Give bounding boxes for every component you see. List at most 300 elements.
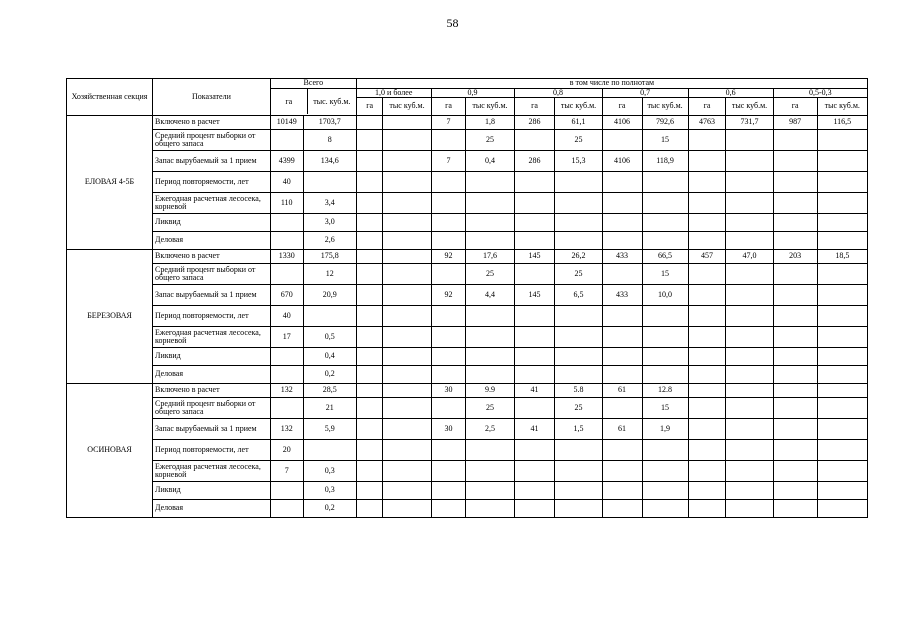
value-cell xyxy=(817,193,867,214)
value-cell xyxy=(466,232,514,250)
value-cell xyxy=(356,264,383,285)
value-cell xyxy=(688,264,726,285)
table-row xyxy=(67,384,868,398)
value-cell: 0,2 xyxy=(303,366,356,384)
value-cell xyxy=(773,461,817,482)
value-cell xyxy=(688,419,726,440)
value-cell: 26,2 xyxy=(555,250,602,264)
value-cell xyxy=(602,440,642,461)
value-cell xyxy=(773,348,817,366)
value-cell xyxy=(726,419,773,440)
indicator-label: Средний процент выборки от общего запаса xyxy=(153,130,271,151)
value-cell xyxy=(642,461,688,482)
value-cell xyxy=(431,327,466,348)
value-cell: 0,4 xyxy=(466,151,514,172)
value-cell: 61,1 xyxy=(555,116,602,130)
value-cell xyxy=(383,306,431,327)
value-cell xyxy=(383,193,431,214)
indicator-label: Деловая xyxy=(153,500,271,518)
value-cell xyxy=(270,348,303,366)
value-cell: 25 xyxy=(466,264,514,285)
value-cell xyxy=(688,306,726,327)
value-cell: 2,5 xyxy=(466,419,514,440)
value-cell xyxy=(270,398,303,419)
value-cell xyxy=(688,384,726,398)
indicator-label: Ежегодная расчетная лесосека, корневой xyxy=(153,193,271,214)
value-cell xyxy=(431,232,466,250)
section-name: БЕРЕЗОВАЯ xyxy=(67,250,153,384)
value-cell xyxy=(688,398,726,419)
value-cell: 8 xyxy=(303,130,356,151)
value-cell xyxy=(688,482,726,500)
value-cell: 20 xyxy=(270,440,303,461)
value-cell: 6,5 xyxy=(555,285,602,306)
value-cell xyxy=(514,461,555,482)
value-cell xyxy=(514,440,555,461)
value-cell: 0,4 xyxy=(303,348,356,366)
value-cell xyxy=(514,264,555,285)
value-cell: 7 xyxy=(270,461,303,482)
unit-m3-header: тыс куб.м. xyxy=(466,98,514,116)
value-cell: 25 xyxy=(555,130,602,151)
value-cell xyxy=(602,232,642,250)
value-cell: 5,9 xyxy=(303,419,356,440)
indicator-label: Ликвид xyxy=(153,348,271,366)
value-cell xyxy=(773,264,817,285)
value-cell xyxy=(773,419,817,440)
value-cell xyxy=(773,285,817,306)
value-cell xyxy=(431,172,466,193)
table-row xyxy=(67,214,868,232)
value-cell xyxy=(356,306,383,327)
value-cell: 20,9 xyxy=(303,285,356,306)
value-cell xyxy=(431,366,466,384)
value-cell xyxy=(555,232,602,250)
indicator-label: Средний процент выборки от общего запаса xyxy=(153,264,271,285)
density-header: 0,7 xyxy=(602,88,688,98)
value-cell xyxy=(726,461,773,482)
value-cell: 1,8 xyxy=(466,116,514,130)
value-cell xyxy=(356,366,383,384)
value-cell xyxy=(602,214,642,232)
value-cell xyxy=(270,482,303,500)
table-row xyxy=(67,461,868,482)
value-cell xyxy=(726,384,773,398)
value-cell xyxy=(688,151,726,172)
value-cell xyxy=(773,172,817,193)
value-cell: 116,5 xyxy=(817,116,867,130)
table-row xyxy=(67,306,868,327)
value-cell: 25 xyxy=(466,398,514,419)
value-cell xyxy=(773,500,817,518)
value-cell xyxy=(383,398,431,419)
value-cell: 457 xyxy=(688,250,726,264)
value-cell xyxy=(356,130,383,151)
value-cell xyxy=(602,366,642,384)
value-cell xyxy=(817,232,867,250)
unit-m3-header: тыс куб.м. xyxy=(383,98,431,116)
value-cell: 1,9 xyxy=(642,419,688,440)
value-cell xyxy=(555,440,602,461)
table-row xyxy=(67,419,868,440)
value-cell xyxy=(356,232,383,250)
value-cell: 61 xyxy=(602,419,642,440)
value-cell xyxy=(726,440,773,461)
indicator-label: Деловая xyxy=(153,232,271,250)
indicator-label: Запас вырубаемый за 1 прием xyxy=(153,285,271,306)
value-cell: 134,6 xyxy=(303,151,356,172)
value-cell xyxy=(270,264,303,285)
value-cell xyxy=(431,214,466,232)
value-cell xyxy=(383,250,431,264)
value-cell xyxy=(773,384,817,398)
value-cell: 28,5 xyxy=(303,384,356,398)
value-cell xyxy=(602,461,642,482)
value-cell xyxy=(383,440,431,461)
unit-m3-header: тыс куб.м. xyxy=(817,98,867,116)
value-cell: 25 xyxy=(466,130,514,151)
value-cell: 433 xyxy=(602,285,642,306)
value-cell xyxy=(466,172,514,193)
value-cell xyxy=(642,172,688,193)
total-m3-header: тыс. куб.м. xyxy=(313,96,351,106)
value-cell: 4,4 xyxy=(466,285,514,306)
section-header: Хозяйственная секция xyxy=(67,79,153,116)
value-cell xyxy=(726,366,773,384)
value-cell xyxy=(688,285,726,306)
value-cell: 17 xyxy=(270,327,303,348)
value-cell xyxy=(688,500,726,518)
value-cell xyxy=(602,193,642,214)
value-cell xyxy=(726,482,773,500)
value-cell xyxy=(514,366,555,384)
unit-ha-header: га xyxy=(602,98,642,116)
value-cell xyxy=(555,327,602,348)
indicator-label: Ликвид xyxy=(153,482,271,500)
table-row xyxy=(67,172,868,193)
value-cell xyxy=(726,398,773,419)
indicator-label: Ликвид xyxy=(153,214,271,232)
value-cell xyxy=(726,327,773,348)
table-row xyxy=(67,264,868,285)
value-cell xyxy=(466,461,514,482)
value-cell: 132 xyxy=(270,384,303,398)
value-cell xyxy=(466,214,514,232)
value-cell xyxy=(555,500,602,518)
indicator-label: Запас вырубаемый за 1 прием xyxy=(153,419,271,440)
value-cell xyxy=(466,500,514,518)
value-cell: 433 xyxy=(602,250,642,264)
value-cell: 66,5 xyxy=(642,250,688,264)
value-cell xyxy=(431,130,466,151)
value-cell xyxy=(303,172,356,193)
value-cell: 21 xyxy=(303,398,356,419)
unit-m3-header: тыс куб.м. xyxy=(726,98,773,116)
value-cell xyxy=(726,348,773,366)
value-cell xyxy=(726,232,773,250)
value-cell xyxy=(642,306,688,327)
value-cell xyxy=(514,327,555,348)
value-cell xyxy=(642,214,688,232)
unit-m3-header: тыс куб.м. xyxy=(642,98,688,116)
value-cell xyxy=(466,193,514,214)
section-name: ОСИНОВАЯ xyxy=(67,384,153,518)
value-cell xyxy=(356,482,383,500)
unit-ha-header: га xyxy=(431,98,466,116)
value-cell xyxy=(726,130,773,151)
value-cell: 1330 xyxy=(270,250,303,264)
value-cell: 0,3 xyxy=(303,461,356,482)
value-cell xyxy=(642,500,688,518)
value-cell xyxy=(688,327,726,348)
value-cell xyxy=(514,348,555,366)
value-cell xyxy=(383,482,431,500)
indicator-label: Деловая xyxy=(153,366,271,384)
value-cell xyxy=(773,398,817,419)
value-cell: 92 xyxy=(431,250,466,264)
value-cell xyxy=(356,419,383,440)
value-cell xyxy=(642,193,688,214)
indicator-label: Период повторяемости, лет xyxy=(153,172,271,193)
value-cell: 0,5 xyxy=(303,327,356,348)
value-cell: 286 xyxy=(514,151,555,172)
value-cell xyxy=(303,440,356,461)
value-cell: 15 xyxy=(642,398,688,419)
value-cell xyxy=(555,461,602,482)
value-cell xyxy=(356,285,383,306)
value-cell: 17,6 xyxy=(466,250,514,264)
indicator-label: Включено в расчет xyxy=(153,250,271,264)
value-cell xyxy=(688,440,726,461)
value-cell xyxy=(303,306,356,327)
value-cell xyxy=(383,384,431,398)
indicator-label: Ежегодная расчетная лесосека, корневой xyxy=(153,327,271,348)
value-cell xyxy=(383,285,431,306)
value-cell: 12 xyxy=(303,264,356,285)
table-row xyxy=(67,285,868,306)
value-cell xyxy=(555,193,602,214)
value-cell xyxy=(383,130,431,151)
table-row xyxy=(67,398,868,419)
value-cell xyxy=(688,130,726,151)
value-cell: 15 xyxy=(642,130,688,151)
unit-ha-header: га xyxy=(514,98,555,116)
table-body xyxy=(67,116,868,518)
value-cell xyxy=(817,214,867,232)
value-cell xyxy=(466,306,514,327)
value-cell: 7 xyxy=(431,151,466,172)
unit-ha-header: га xyxy=(773,98,817,116)
value-cell xyxy=(383,419,431,440)
value-cell: 987 xyxy=(773,116,817,130)
value-cell: 286 xyxy=(514,116,555,130)
indicator-label: Запас вырубаемый за 1 прием xyxy=(153,151,271,172)
value-cell xyxy=(817,327,867,348)
value-cell xyxy=(642,348,688,366)
value-cell xyxy=(773,214,817,232)
value-cell xyxy=(642,482,688,500)
value-cell: 5.8 xyxy=(555,384,602,398)
value-cell: 15 xyxy=(642,264,688,285)
value-cell: 7 xyxy=(431,116,466,130)
value-cell xyxy=(270,366,303,384)
indicator-label: Средний процент выборки от общего запаса xyxy=(153,398,271,419)
value-cell xyxy=(642,327,688,348)
value-cell xyxy=(356,151,383,172)
value-cell xyxy=(466,440,514,461)
indicator-label: Период повторяемости, лет xyxy=(153,306,271,327)
density-header: 0,5-0,3 xyxy=(773,88,867,98)
value-cell: 40 xyxy=(270,306,303,327)
value-cell: 10,0 xyxy=(642,285,688,306)
value-cell xyxy=(555,482,602,500)
value-cell xyxy=(383,151,431,172)
total-ha-header: га xyxy=(271,89,308,114)
table-row xyxy=(67,116,868,130)
table-row xyxy=(67,193,868,214)
value-cell xyxy=(431,306,466,327)
value-cell: 670 xyxy=(270,285,303,306)
value-cell xyxy=(817,398,867,419)
value-cell xyxy=(555,172,602,193)
value-cell: 132 xyxy=(270,419,303,440)
value-cell xyxy=(773,193,817,214)
value-cell: 4399 xyxy=(270,151,303,172)
value-cell: 145 xyxy=(514,285,555,306)
value-cell xyxy=(642,440,688,461)
value-cell xyxy=(356,214,383,232)
value-cell xyxy=(356,348,383,366)
table-row xyxy=(67,482,868,500)
value-cell xyxy=(817,172,867,193)
value-cell: 12.8 xyxy=(642,384,688,398)
indicator-label: Ежегодная расчетная лесосека, корневой xyxy=(153,461,271,482)
value-cell xyxy=(431,264,466,285)
value-cell xyxy=(688,461,726,482)
value-cell xyxy=(356,116,383,130)
value-cell xyxy=(383,327,431,348)
table-row xyxy=(67,130,868,151)
value-cell: 1703,7 xyxy=(303,116,356,130)
value-cell: 145 xyxy=(514,250,555,264)
value-cell xyxy=(514,398,555,419)
value-cell xyxy=(431,398,466,419)
value-cell xyxy=(773,482,817,500)
value-cell: 0,3 xyxy=(303,482,356,500)
value-cell xyxy=(726,500,773,518)
value-cell xyxy=(356,461,383,482)
value-cell xyxy=(602,327,642,348)
value-cell xyxy=(514,193,555,214)
value-cell xyxy=(356,398,383,419)
value-cell: 25 xyxy=(555,264,602,285)
value-cell xyxy=(356,500,383,518)
value-cell xyxy=(383,264,431,285)
value-cell xyxy=(642,366,688,384)
value-cell: 118,9 xyxy=(642,151,688,172)
value-cell xyxy=(817,500,867,518)
value-cell: 40 xyxy=(270,172,303,193)
value-cell xyxy=(602,306,642,327)
value-cell xyxy=(602,398,642,419)
indicator-label: Включено в расчет xyxy=(153,384,271,398)
value-cell xyxy=(773,366,817,384)
value-cell xyxy=(602,482,642,500)
unit-m3-header: тыс куб.м. xyxy=(555,98,602,116)
value-cell xyxy=(642,232,688,250)
value-cell xyxy=(270,232,303,250)
value-cell: 15,3 xyxy=(555,151,602,172)
value-cell xyxy=(383,366,431,384)
value-cell xyxy=(383,500,431,518)
indicator-label: Включено в расчет xyxy=(153,116,271,130)
value-cell xyxy=(514,232,555,250)
value-cell xyxy=(817,264,867,285)
value-cell: 3,0 xyxy=(303,214,356,232)
value-cell xyxy=(555,348,602,366)
value-cell xyxy=(356,384,383,398)
value-cell: 30 xyxy=(431,384,466,398)
value-cell: 41 xyxy=(514,419,555,440)
value-cell: 2,6 xyxy=(303,232,356,250)
value-cell xyxy=(817,285,867,306)
value-cell xyxy=(773,151,817,172)
value-cell: 61 xyxy=(602,384,642,398)
value-cell xyxy=(773,130,817,151)
density-header: 0,6 xyxy=(688,88,773,98)
value-cell xyxy=(431,500,466,518)
value-cell xyxy=(431,461,466,482)
table-row xyxy=(67,440,868,461)
value-cell xyxy=(356,193,383,214)
unit-ha-header: га xyxy=(356,98,383,116)
value-cell xyxy=(383,232,431,250)
page-number: 58 xyxy=(446,16,459,30)
table-row xyxy=(67,250,868,264)
value-cell xyxy=(431,348,466,366)
value-cell: 731,7 xyxy=(726,116,773,130)
value-cell: 41 xyxy=(514,384,555,398)
value-cell xyxy=(514,130,555,151)
table-row xyxy=(67,232,868,250)
value-cell xyxy=(773,232,817,250)
value-cell xyxy=(817,306,867,327)
indicator-header: Показатели xyxy=(153,79,271,116)
table-row xyxy=(67,500,868,518)
value-cell xyxy=(356,440,383,461)
table-row xyxy=(67,348,868,366)
value-cell xyxy=(431,482,466,500)
value-cell xyxy=(514,172,555,193)
value-cell xyxy=(383,172,431,193)
value-cell: 110 xyxy=(270,193,303,214)
value-cell xyxy=(555,366,602,384)
value-cell xyxy=(726,172,773,193)
value-cell: 4106 xyxy=(602,116,642,130)
value-cell xyxy=(817,151,867,172)
table-row xyxy=(67,327,868,348)
value-cell xyxy=(383,116,431,130)
value-cell xyxy=(270,130,303,151)
value-cell xyxy=(773,306,817,327)
value-cell: 203 xyxy=(773,250,817,264)
indicator-label: Период повторяемости, лет xyxy=(153,440,271,461)
value-cell xyxy=(726,214,773,232)
total-header: Всего xyxy=(270,79,356,89)
density-header: 1,0 и более xyxy=(356,88,431,98)
value-cell: 47,0 xyxy=(726,250,773,264)
value-cell: 25 xyxy=(555,398,602,419)
